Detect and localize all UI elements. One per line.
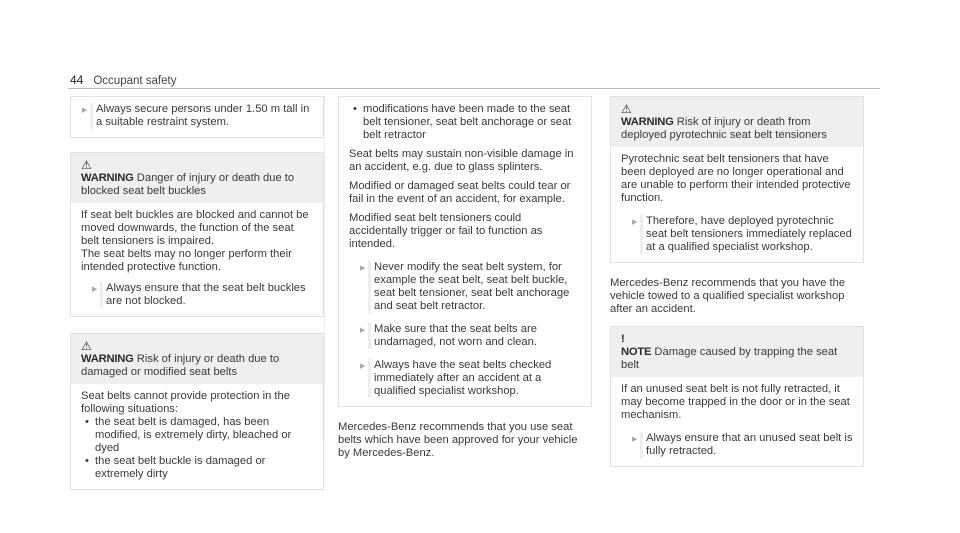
warning-heading: Risk of injury or death from deployed pyrotechnic seat belt tensioners — [621, 116, 827, 141]
warning-triangle-icon: ⚠ — [621, 102, 632, 116]
warning-paragraph: The seat belts may no longer perform their intended protective function. — [81, 248, 292, 273]
note-header — [611, 327, 863, 377]
warning-header — [71, 334, 323, 384]
warning-box-buckles — [70, 152, 324, 317]
note-box — [610, 326, 864, 467]
action-step: ▶ Make sure that the seat belts are undamaged, not worn and clean. — [349, 323, 581, 349]
note-heading: Damage caused by trapping the seat belt — [621, 346, 838, 371]
action-step: ▶ Always have the seat belts checked immediately after an accident at a qualified specialist workshop. — [349, 359, 581, 398]
exclamation-icon: ! — [621, 333, 625, 345]
warning-paragraph: Modified or damaged seat belts could tear or fail in the event of an accident, for example. — [349, 180, 571, 205]
action-step: ▶ Always ensure that an unused seat belt is fully retracted. — [621, 432, 853, 458]
page-header — [70, 74, 176, 88]
note-body — [611, 377, 863, 466]
warning-triangle-icon: ⚠ — [81, 339, 92, 353]
action-step: ▶ Always secure persons under 1.50 m tall in a suitable restraint system. — [71, 103, 313, 129]
warning-body — [71, 384, 323, 489]
action-step: ▶ Never modify the seat belt system, for example the seat belt, seat belt buckle, seat belt tensioner, seat belt anchorage and seat belt retractor. — [349, 261, 581, 313]
bullet-item: • the seat belt is damaged, has been modified, is extremely dirty, bleached or dyed — [81, 416, 313, 455]
warning-triangle-icon: ⚠ — [81, 158, 92, 172]
page-number: 44 — [70, 73, 84, 87]
header-rule — [68, 88, 880, 89]
warning-header — [71, 153, 323, 203]
column-2 — [338, 96, 592, 460]
bullet-item: • modifications have been made to the seat belt tensioner, seat belt anchorage or seat belt retractor — [349, 103, 581, 142]
section-title: Occupant safety — [93, 75, 177, 87]
warning-paragraph: Seat belts cannot provide protection in the following situations: — [81, 390, 290, 415]
recommendation-paragraph: Mercedes-Benz recommends that you use seat belts which have been approved for your vehicle by Mercedes-Benz. — [338, 421, 578, 459]
note-paragraph: If an unused seat belt is not fully retracted, it may become trapped in the door or in the seat mechanism. — [621, 383, 850, 421]
column-1 — [70, 96, 324, 490]
warning-body — [71, 203, 323, 316]
warning-keyword: WARNING — [621, 116, 674, 128]
warning-keyword: WARNING — [81, 172, 134, 184]
warning-body — [339, 97, 591, 406]
warning-paragraph: Seat belts may sustain non-visible damage in an accident, e.g. due to glass splinters. — [349, 148, 574, 173]
warning-heading: Risk of injury or death due to damaged or modified seat belts — [81, 353, 280, 378]
column-3 — [610, 96, 864, 467]
note-keyword: NOTE — [621, 346, 652, 358]
warning-paragraph: Modified seat belt tensioners could accidentally trigger or fail to function as intended. — [349, 212, 543, 250]
warning-box-pyrotechnic — [610, 96, 864, 263]
action-step: ▶ Always ensure that the seat belt buckles are not blocked. — [81, 282, 313, 308]
column-divider — [324, 96, 325, 442]
continued-action-box — [70, 96, 324, 138]
warning-heading: Danger of injury or death due to blocked seat belt buckles — [81, 172, 295, 197]
warning-paragraph: Pyrotechnic seat belt tensioners that have been deployed are no longer operational and are unable to perform their intended protective function. — [621, 153, 851, 204]
bullet-item: • the seat belt buckle is damaged or extremely dirty — [81, 455, 313, 481]
warning-box-continued — [338, 96, 592, 407]
warning-body — [611, 147, 863, 262]
warning-header — [611, 97, 863, 147]
warning-keyword: WARNING — [81, 353, 134, 365]
recommendation-paragraph: Mercedes-Benz recommends that you have the vehicle towed to a qualified specialist workshop after an accident. — [610, 277, 846, 315]
warning-box-damaged-belts — [70, 333, 324, 490]
warning-paragraph: If seat belt buckles are blocked and cannot be moved downwards, the function of the seat belt tensioners is impaired. — [81, 209, 309, 247]
action-step: ▶ Therefore, have deployed pyrotechnic seat belt tensioners immediately replaced at a qualified specialist workshop. — [621, 215, 853, 254]
